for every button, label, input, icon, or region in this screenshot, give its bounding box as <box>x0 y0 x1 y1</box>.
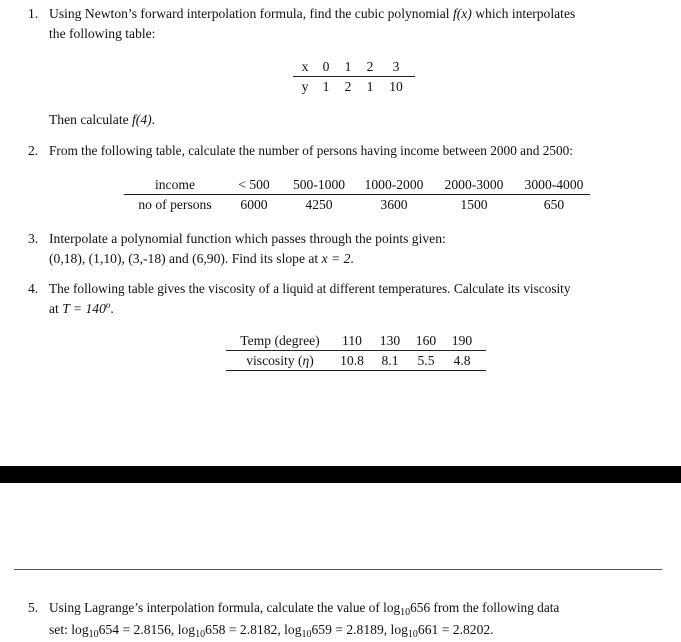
text-fragment: viscosity ( <box>246 353 303 368</box>
text-fragment: . <box>151 112 156 127</box>
text-fragment: = 2.8189, <box>331 622 391 637</box>
question-text <box>49 598 668 642</box>
log-entry <box>71 622 178 640</box>
question-text <box>49 110 668 130</box>
math-expression: f(4) <box>132 112 152 127</box>
text-fragment: = 2.8182, <box>225 622 285 637</box>
math-symbol: η <box>302 353 310 368</box>
table-rule <box>293 76 415 77</box>
question-line <box>49 110 668 130</box>
table-cell: 10.8 <box>340 353 364 368</box>
table-rule <box>226 370 486 371</box>
log-base-subscript: 10 <box>195 629 206 640</box>
table-cell: 500-1000 <box>292 177 346 192</box>
text-fragment: 656 from the following data <box>410 600 560 615</box>
table-header <box>228 351 332 371</box>
log-base-subscript: 10 <box>301 629 312 640</box>
question-line <box>49 620 668 642</box>
text-fragment: at <box>49 301 63 316</box>
table-cell: 1500 <box>460 197 488 212</box>
text-fragment: = 2.8156, <box>119 622 178 637</box>
log-base-subscript: 10 <box>407 629 418 640</box>
text-fragment: log <box>177 622 196 637</box>
log-entry <box>390 622 494 640</box>
text-fragment: which interpolates <box>471 6 576 21</box>
question-text <box>49 4 668 44</box>
text-fragment: 659 <box>311 622 332 637</box>
text-fragment: (0,18), (1,10), (3,-18) and (6,90). Find its slope at <box>49 251 322 266</box>
text-fragment: log <box>390 622 408 637</box>
table-cell: 0 <box>322 59 330 74</box>
degree-superscript: o <box>105 300 111 310</box>
table-cell: < 500 <box>238 177 270 192</box>
black-separator-bar <box>0 466 681 483</box>
table-header: income <box>154 177 195 192</box>
table-cell: 8.1 <box>381 353 399 368</box>
table-cell: 130 <box>379 333 401 348</box>
table-cell: 3600 <box>380 197 408 212</box>
log-entry <box>284 622 391 640</box>
xy-table <box>295 57 411 97</box>
table-header: no of persons <box>138 197 212 212</box>
table-cell: 160 <box>415 333 437 348</box>
table-cell: 4.8 <box>453 353 471 368</box>
log-entry <box>177 622 285 640</box>
table-rule <box>124 194 590 195</box>
table-header: Temp (degree) <box>240 333 320 348</box>
table-row <box>126 195 594 215</box>
text-fragment: = 2.8202. <box>438 622 494 637</box>
text-fragment: log <box>71 622 89 637</box>
text-fragment: . <box>110 301 114 316</box>
table-cell: 1000-2000 <box>364 177 424 192</box>
question-number: 4. <box>28 281 39 296</box>
table-row <box>228 351 480 371</box>
question-line: From the following table, calculate the number of persons having income between 2000 and 2500: <box>49 143 573 158</box>
question-line <box>49 598 668 620</box>
table-cell: 6000 <box>240 197 268 212</box>
text-fragment: . <box>350 251 354 266</box>
text-fragment: log <box>284 622 302 637</box>
text-fragment: set: <box>49 622 72 637</box>
table-row <box>228 331 480 351</box>
horizontal-divider <box>14 569 662 570</box>
question-line: Interpolate a polynomial function which passes through the points given: <box>49 231 446 246</box>
table-cell: 2 <box>366 59 374 74</box>
question-line: the following table: <box>49 26 156 41</box>
table-header: x <box>301 59 309 74</box>
table-cell: 3 <box>392 59 400 74</box>
income-table <box>126 175 594 215</box>
table-cell: 3000-4000 <box>524 177 584 192</box>
table-cell: 10 <box>389 79 403 94</box>
text-fragment: ) <box>309 353 314 368</box>
table-row <box>295 77 411 97</box>
table-row <box>126 175 594 195</box>
table-cell: 2000-3000 <box>444 177 504 192</box>
log-base-subscript: 10 <box>400 607 411 618</box>
question-number: 2. <box>28 143 39 158</box>
table-cell: 2 <box>344 79 352 94</box>
math-expression: x = 2 <box>321 251 351 266</box>
table-cell: 110 <box>342 333 362 348</box>
table-cell: 1 <box>344 59 352 74</box>
question-line <box>49 299 668 320</box>
table-header: y <box>301 79 309 94</box>
table-cell: 4250 <box>305 197 333 212</box>
question-text <box>49 141 668 161</box>
table-cell: 1 <box>322 79 330 94</box>
math-expression: T = 140 <box>62 301 106 316</box>
question-number: 5. <box>28 600 39 615</box>
question-line <box>49 249 668 269</box>
text-fragment: Using Newton’s forward interpolation formula, find the cubic polynomial <box>49 6 453 21</box>
text-fragment: 661 <box>417 622 439 637</box>
text-fragment: Using Lagrange’s interpolation formula, calculate the value of log <box>49 600 401 615</box>
viscosity-table <box>228 331 480 371</box>
math-expression: f(x) <box>452 6 472 21</box>
text-fragment: 658 <box>205 622 226 637</box>
question-text <box>49 229 668 269</box>
question-text <box>49 279 668 320</box>
question-number: 3. <box>28 231 39 246</box>
table-rule <box>226 350 486 351</box>
table-cell: 1 <box>366 79 374 94</box>
text-fragment: 654 <box>98 622 120 637</box>
text-fragment: Then calculate <box>49 112 133 127</box>
log-base-subscript: 10 <box>88 629 99 640</box>
table-row <box>295 57 411 77</box>
table-cell: 5.5 <box>417 353 435 368</box>
question-line <box>49 4 668 24</box>
table-cell: 190 <box>451 333 473 348</box>
table-cell: 650 <box>543 197 565 212</box>
question-number: 1. <box>28 6 39 21</box>
question-line: The following table gives the viscosity of a liquid at different temperatures. Calculate its viscosity <box>49 281 571 296</box>
